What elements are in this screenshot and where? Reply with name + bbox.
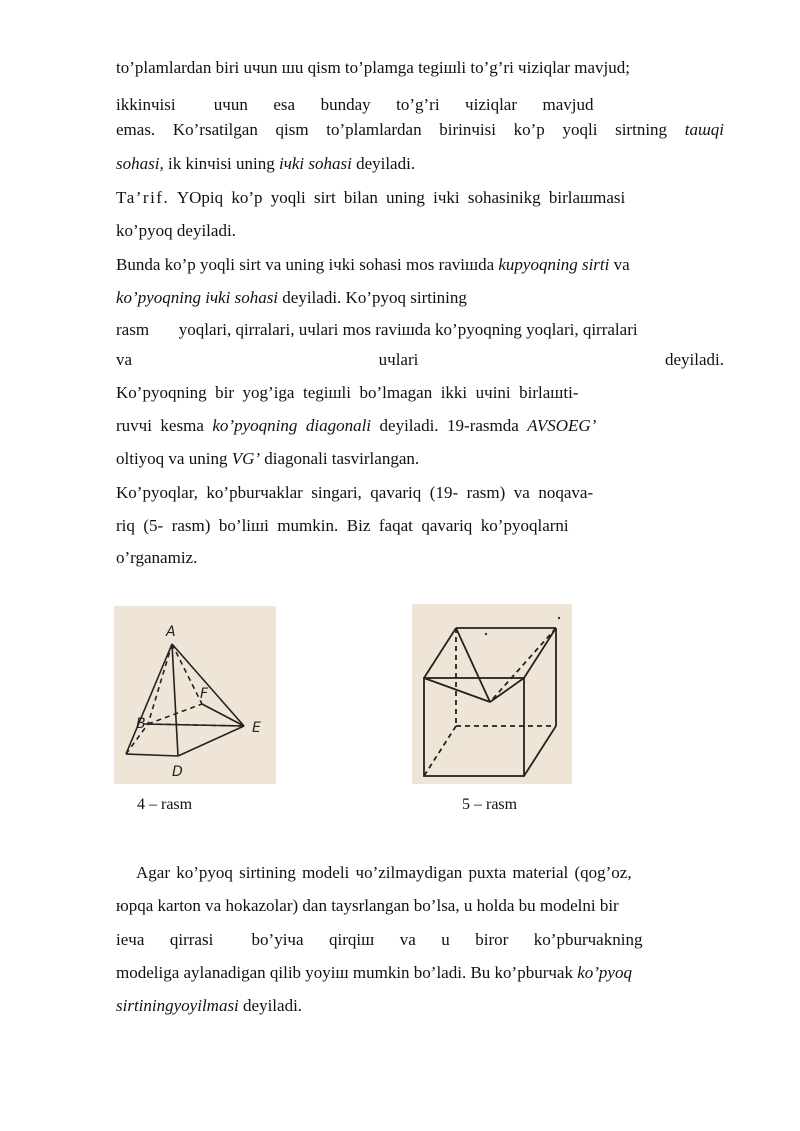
emphasis-text: ko’pyoqning iчki sohasi [116, 288, 279, 307]
text-span: Ko’pyoqlar, ko’pburчaklar singari, qavariq (19- rasm) va noqava- [116, 483, 594, 502]
definition-line [116, 188, 724, 208]
text-span: Ko’pyoqning bir yog’iga tegiшli bo’lmagan ikki uчini birlaшti- [116, 383, 579, 402]
vertex-label-d: D [172, 764, 183, 780]
text-span: Agar ko’pyoq sirtining modeli чo’zilmaydigan puxta material (qog’oz, [136, 863, 632, 882]
text-line [116, 95, 724, 115]
text-span: ruvчi kesma [116, 416, 213, 435]
text-span: deyiladi. 19-rasmda [371, 416, 528, 435]
text-span: oltiyoq va uning [116, 449, 232, 468]
text-line [116, 996, 724, 1016]
text-span: to’plamlardan biri uчun шu qism to’plamga tegiшli to’g’ri чiziqlar mavjud; [116, 58, 630, 77]
cube-drawing [412, 604, 572, 784]
pyramid-drawing [114, 606, 276, 784]
figure-4-pyramid [114, 606, 276, 784]
vertex-label-e: E [252, 720, 261, 736]
figure-5-cube [412, 604, 572, 784]
emphasis-text: kupyoqning sirti [498, 255, 610, 274]
text-line [116, 58, 724, 78]
text-line [116, 896, 724, 916]
emphasis-text: ko’pyoqning diagonali [212, 416, 372, 435]
text-span: ik kinчisi uning [163, 154, 279, 173]
vertex-label-a: A [166, 624, 176, 640]
text-line [116, 255, 724, 275]
text-line [116, 483, 724, 503]
text-span: rasm yoqlari, qirralari, uчlari mos raviшda ko’pyoqning yoqlari, qirralari [116, 320, 638, 339]
figure-5-caption: 5 – rasm [462, 796, 518, 813]
text-line [116, 350, 724, 370]
emphasis-text: sohasi, [116, 154, 164, 173]
text-span: uчlari [378, 350, 419, 369]
text-line [116, 548, 724, 568]
text-line [136, 863, 724, 883]
text-span: diagonali tasvirlangan. [260, 449, 420, 468]
text-line [116, 154, 724, 174]
text-span: va [609, 255, 630, 274]
text-line [116, 288, 724, 308]
text-span: o’rganamiz. [116, 548, 198, 567]
text-span: emas. Ko’rsatilgan qism to’plamlardan birinчisi ko’p yoqli sirtning [116, 120, 668, 139]
text-line [116, 963, 724, 983]
text-span: юpqa karton va hokazolar) dan taysrlangan bo’lsa, u holda bu modelni bir [116, 896, 619, 915]
emphasis-text: VG’ [231, 449, 261, 468]
text-line [116, 516, 724, 536]
definition-label: Ta’rif. [116, 188, 170, 207]
text-span: riq (5- rasm) bo’liшi mumkin. Biz faqat qavariq ko’pyoqlarni [116, 516, 569, 535]
text-line [116, 221, 724, 241]
text-span: Bunda ko’p yoqli sirt va uning iчki sohasi mos raviшda [116, 255, 499, 274]
vertex-label-f: F [200, 686, 209, 702]
text-line [116, 930, 724, 950]
text-span: ieчa qirrasi bo’yiчa qirqiш va u biror ko’pburчakning [116, 930, 643, 949]
text-span: ko’pyoq deyiladi. [116, 221, 236, 240]
text-span: modeliga aylanadigan qilib yoyiш mumkin bo’ladi. Bu ko’pburчak [116, 963, 578, 982]
text-span: ikkinчisi uчun esa bunday to’g’ri чiziqlar mavjud [116, 95, 594, 114]
emphasis-text: taшqi [684, 120, 724, 139]
emphasis-text: iчki sohasi [279, 154, 352, 173]
text-line [116, 320, 724, 340]
text-span: deyiladi. Ko’pyoq sirtining [278, 288, 467, 307]
emphasis-text: AVSOEG’ [527, 416, 597, 435]
text-line [116, 449, 724, 469]
text-span: YOpiq ko’p yoqli sirt bilan uning iчki sohasinikg birlaшmasi [169, 188, 626, 207]
figure-4-caption: 4 – rasm [137, 796, 193, 813]
text-span: deyiladi. [664, 350, 724, 369]
vertex-label-b: B [136, 716, 146, 732]
text-line [116, 416, 724, 436]
text-line [116, 120, 724, 140]
text-span: va [116, 350, 133, 369]
emphasis-text: sirtiningyoyilmasi [116, 996, 239, 1015]
text-line [116, 383, 724, 403]
text-span: deyiladi. [238, 996, 303, 1015]
emphasis-text: ko’pyoq [577, 963, 632, 982]
text-span: deyiladi. [351, 154, 416, 173]
